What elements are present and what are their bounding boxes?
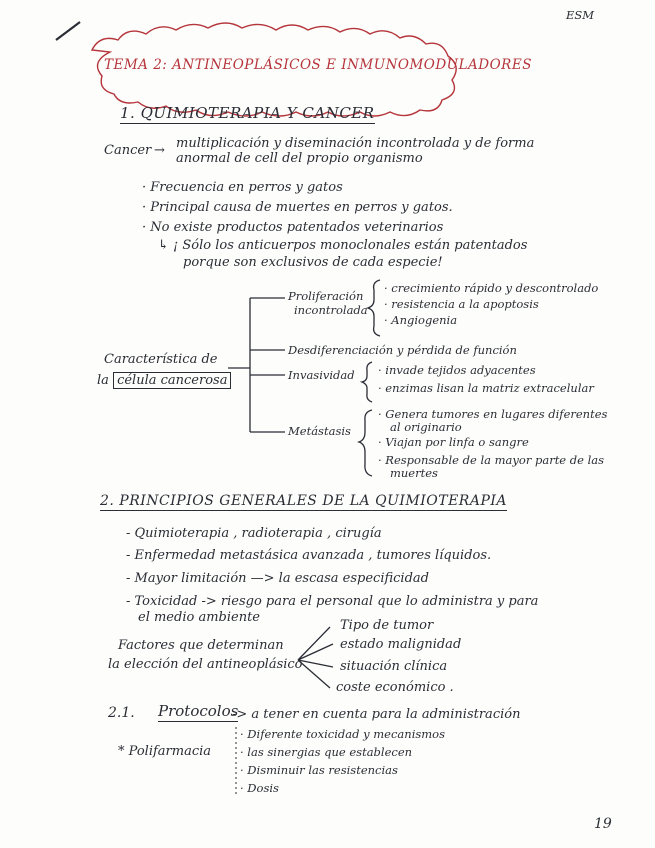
brace-proliferacion xyxy=(368,280,380,336)
diagram-root-boxed: célula cancerosa xyxy=(113,372,231,389)
def-term: Cancer xyxy=(104,143,152,158)
meta-item-1: · Genera tumores en lugares diferentes xyxy=(378,407,608,421)
branch-proliferacion-1: Proliferación xyxy=(288,289,364,303)
brace-invasividad xyxy=(362,362,372,402)
arrow-icon: → xyxy=(154,143,165,158)
factor-coste: coste económico . xyxy=(336,680,454,695)
bullet-frecuencia: · Frecuencia en perros y gatos xyxy=(142,180,343,195)
s2-item-4: - Toxicidad -> riesgo para el personal que lo administra y para xyxy=(126,594,539,609)
section2-heading-text: 2. PRINCIPIOS GENERALES DE LA QUIMIOTERAPIA xyxy=(100,493,508,509)
diagram-root-line1: Característica de xyxy=(104,352,218,367)
poly-item-4: · Dosis xyxy=(240,781,279,795)
poly-label: * Polifarmacia xyxy=(118,744,212,759)
factors-arrows xyxy=(298,627,333,688)
prolif-item-3: · Angiogenia xyxy=(384,313,458,327)
def-line2: anormal de cell del propio organismo xyxy=(176,151,423,166)
brace-metastasis xyxy=(359,410,372,476)
section1-heading-text: 1. QUIMIOTERAPIA Y CANCER xyxy=(120,104,375,122)
prolif-item-1: · crecimiento rápido y descontrolado xyxy=(384,281,599,295)
invas-item-2: · enzimas lisan la matriz extracelular xyxy=(378,381,594,395)
poly-item-3: · Disminuir las resistencias xyxy=(240,763,398,777)
page-number: 19 xyxy=(594,816,612,832)
page-title: TEMA 2: ANTINEOPLÁSICOS E INMUNOMODULADORES xyxy=(104,57,532,73)
diagram-root-line2 xyxy=(97,373,231,388)
note-line2: porque son exclusivos de cada especie! xyxy=(183,255,443,270)
def-line1: multiplicación y diseminación incontrolada y de forma xyxy=(176,136,535,151)
meta-item-3b: muertes xyxy=(390,466,438,480)
branch-invasividad: Invasividad xyxy=(288,368,355,382)
meta-item-3: · Responsable de la mayor parte de las xyxy=(378,453,605,467)
meta-item-2: · Viajan por linfa o sangre xyxy=(378,435,529,449)
branch-desdiferenciacion: Desdiferenciación y pérdida de función xyxy=(288,343,517,357)
note-line1: ↳ ¡ Sólo los anticuerpos monoclonales están patentados xyxy=(158,238,528,253)
factor-estado: estado malignidad xyxy=(340,637,462,652)
section1-heading xyxy=(120,106,375,121)
s21-number: 2.1. xyxy=(108,705,135,721)
factors-line1: Factores que determinan xyxy=(118,638,284,653)
corner-tag: ESM xyxy=(566,8,595,22)
pen-mark xyxy=(56,22,80,40)
branch-metastasis: Metástasis xyxy=(288,424,351,438)
factor-situacion: situación clínica xyxy=(340,659,448,674)
s2-item-1: - Quimioterapia , radioterapia , cirugía xyxy=(126,526,382,541)
s2-item-2: - Enfermedad metastásica avanzada , tumores líquidos. xyxy=(126,548,492,563)
s21-word xyxy=(158,704,238,719)
bullet-causa: · Principal causa de muertes en perros y gatos. xyxy=(142,200,453,215)
poly-item-1: · Diferente toxicidad y mecanismos xyxy=(240,727,446,741)
s21-word-text: Protocolos xyxy=(158,702,239,720)
branch-proliferacion-2: incontrolada xyxy=(294,303,368,317)
poly-item-2: · las sinergias que establecen xyxy=(240,745,413,759)
diagram-root-prefix: la xyxy=(97,373,109,388)
prolif-item-2: · resistencia a la apoptosis xyxy=(384,297,539,311)
meta-item-1b: al originario xyxy=(390,420,462,434)
factors-line2: la elección del antineoplásico xyxy=(108,657,303,672)
invas-item-1: · invade tejidos adyacentes xyxy=(378,363,536,377)
s2-item-3: - Mayor limitación —> la escasa especificidad xyxy=(126,571,429,586)
bullet-patentados: · No existe productos patentados veterinarios xyxy=(142,220,444,235)
section2-heading xyxy=(100,494,507,509)
s21-rest: -> a tener en cuenta para la administración xyxy=(232,707,521,722)
s2-item-4b: el medio ambiente xyxy=(138,610,260,625)
factor-tipo-tumor: Tipo de tumor xyxy=(340,618,434,633)
